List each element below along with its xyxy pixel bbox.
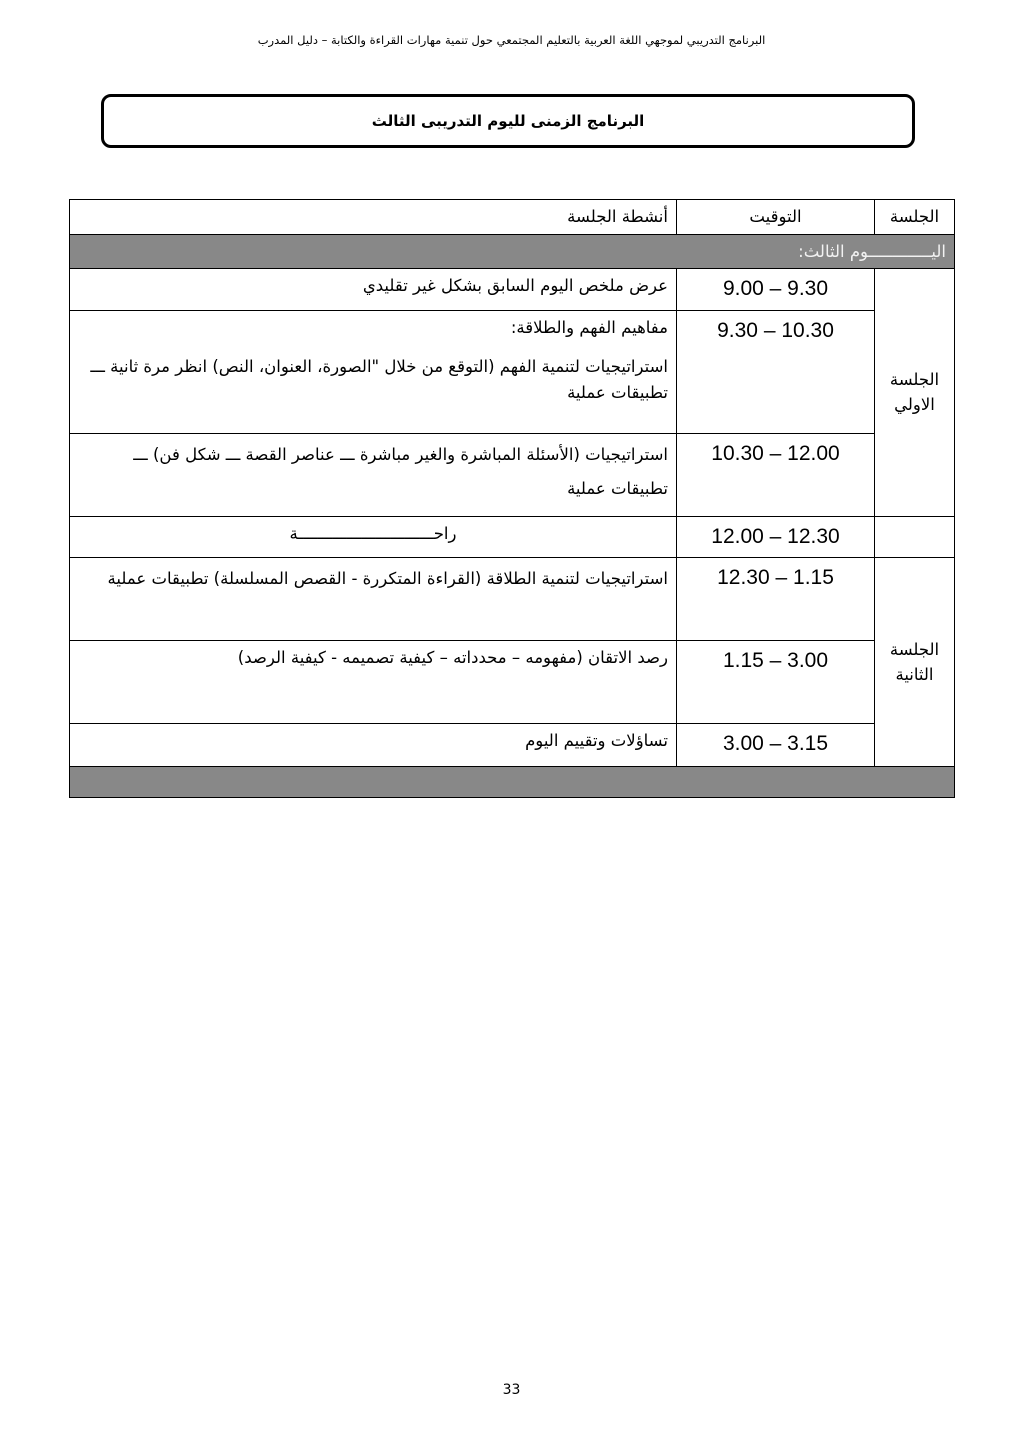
table-header-row — [70, 200, 955, 235]
session-1-cell: الجلسة الاولي — [875, 269, 955, 517]
table-row — [70, 310, 955, 433]
running-header: البرنامج التدريبي لموجهي اللغة العربية بالتعليم المجتمعي حول تنمية مهارات القراءة والكتابة – دليل المدرب — [257, 33, 766, 47]
time-cell: 12.30 – 1.15 — [677, 558, 875, 641]
page-number: 33 — [502, 1382, 521, 1398]
activity-line: استراتيجيات (الأسئلة المباشرة والغير مباشرة ـــ عناصر القصة ـــ شكل فن) ـــ تطبيقات عملية — [133, 444, 668, 499]
time-cell: 9.00 – 9.30 — [677, 269, 875, 311]
page-title: البرنامج الزمنى لليوم التدريبى الثالث — [101, 94, 915, 148]
activity-cell: تساؤلات وتقييم اليوم — [70, 724, 677, 767]
header-activities: أنشطة الجلسة — [70, 200, 677, 235]
time-cell: 3.00 – 3.15 — [677, 724, 875, 767]
time-cell: 1.15 – 3.00 — [677, 641, 875, 724]
activity-cell — [70, 558, 677, 641]
activity-cell: راحــــــــــــــــــــــــــــة — [70, 516, 677, 558]
table-row — [70, 269, 955, 311]
table-row — [70, 724, 955, 767]
empty-session-cell — [875, 516, 955, 558]
table-row — [70, 641, 955, 724]
footer-bar — [70, 767, 955, 798]
activity-cell — [70, 310, 677, 433]
activity-cell: رصد الاتقان (مفهومه – محدداته – كيفية تصميمه - كيفية الرصد) — [70, 641, 677, 724]
activity-line: استراتيجيات لتنمية الطلاقة (القراءة المتكررة - القصص المسلسلة) تطبيقات عملية — [107, 569, 668, 589]
day-row — [70, 234, 955, 269]
table-row — [70, 516, 955, 558]
activity-line: مفاهيم الفهم والطلاقة: — [510, 317, 668, 337]
activity-cell: عرض ملخص اليوم السابق بشكل غير تقليدي — [70, 269, 677, 311]
table-footer-row — [70, 767, 955, 798]
table-row — [70, 558, 955, 641]
activity-line: استراتيجيات لتنمية الفهم (التوقع من خلال "الصورة، العنوان، النص) انظر مرة ثانية ـــ تطبيقات عملية — [90, 357, 668, 402]
time-cell: 12.00 – 12.30 — [677, 516, 875, 558]
activity-cell — [70, 433, 677, 516]
session-2-cell: الجلسة الثانية — [875, 558, 955, 767]
day-label: اليـــــــــــــوم الثالث: — [70, 234, 955, 269]
time-cell: 10.30 – 12.00 — [677, 433, 875, 516]
table-row — [70, 433, 955, 516]
time-cell: 9.30 – 10.30 — [677, 310, 875, 433]
schedule-table — [69, 199, 955, 798]
header-session: الجلسة — [875, 200, 955, 235]
header-time: التوقيت — [677, 200, 875, 235]
